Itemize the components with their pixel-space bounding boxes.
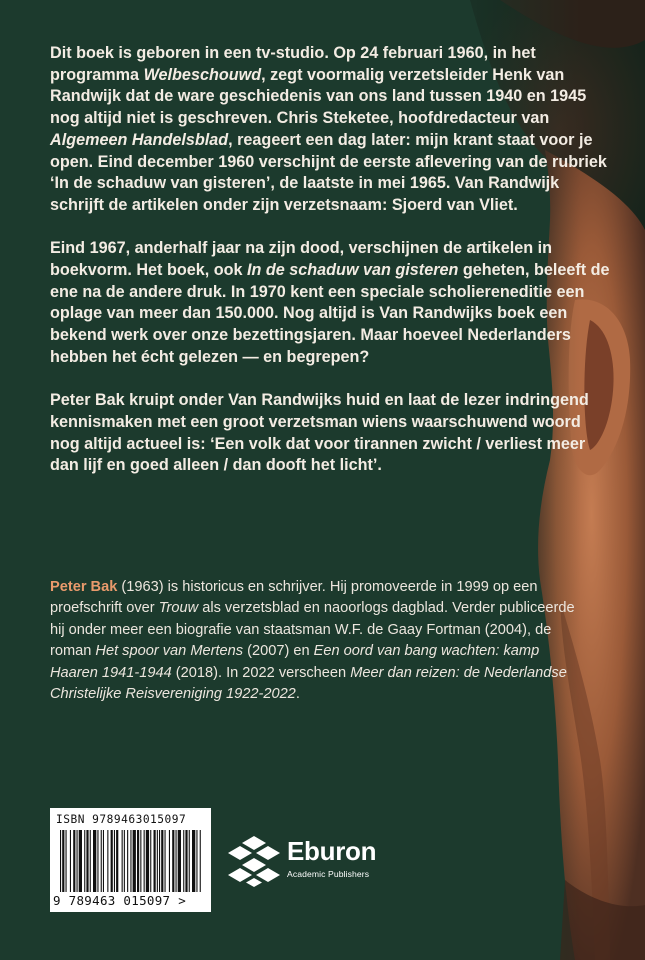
isbn-barcode: [50, 808, 211, 912]
isbn-digits: 9 789463 015097 >: [53, 893, 187, 908]
author-bio: [50, 577, 580, 705]
publisher-subtitle: Academic Publishers: [287, 869, 370, 879]
isbn-label: ISBN 9789463015097: [56, 813, 187, 826]
blurb-paragraph-2: Eind 1967, anderhalf jaar na zijn dood, verschijnen de artikelen in boekvorm. Het boek, ook In de schaduw van gisteren geheten, beleeft de ene na de andere druk. In 1970 kent een speciale scholiereneditie een oplage van meer dan 150.000. Nog altijd is Van Randwijks boek een bekend werk over onze bezettingsjaren. Maar hoeveel Nederlanders hebben het écht gelezen — en begrepen?: [50, 239, 610, 366]
stacked-cubes-logo-icon: [226, 834, 282, 890]
back-cover-blurb: [50, 43, 610, 499]
publisher-name: Eburon: [287, 836, 377, 866]
author-bio-text: (1963) is historicus en schrijver. Hij promoveerde in 1999 op een proefschrift over Trouw als verzetsblad en naoorlogs dagblad. Verder publiceerde hij onder meer een biografie van staatsman W.F. de Gaay Fortman (2004), de roman Het spoor van Mertens (2007) en Een oord van bang wachten: kamp Haaren 1941-1944 (2018). In 2022 verscheen Meer dan reizen: de Nederlandse Christelijke Reisvereniging 1922-2022.: [50, 579, 575, 703]
blurb-paragraph-1: Dit boek is geboren in een tv-studio. Op 24 februari 1960, in het programma Welbeschouwd, zegt voormalig verzetsleider Henk van Randwijk dat de ware geschiedenis van ons land tussen 1940 en 1945 nog altijd niet is geschreven. Chris Steketee, hoofdredacteur van Algemeen Handelsblad, reageert een dag later: mijn krant staat voor je open. Eind december 1960 verschijnt de eerste aflevering van de rubriek ‘In de schaduw van gisteren’, de laatste in mei 1965. Van Randwijk schrijft de artikelen onder zijn verzetsnaam: Sjoerd van Vliet.: [50, 44, 607, 214]
barcode-bars: [50, 830, 211, 896]
author-name: Peter Bak: [50, 579, 118, 595]
blurb-paragraph-3: Peter Bak kruipt onder Van Randwijks huid en laat de lezer indringend kennismaken met een groot verzetsman wiens waarschuwend woord nog altijd actueel is: ‘Een volk dat voor tirannen zwicht / verliest meer dan lijf en goed alleen / dan dooft het licht’.: [50, 391, 589, 475]
